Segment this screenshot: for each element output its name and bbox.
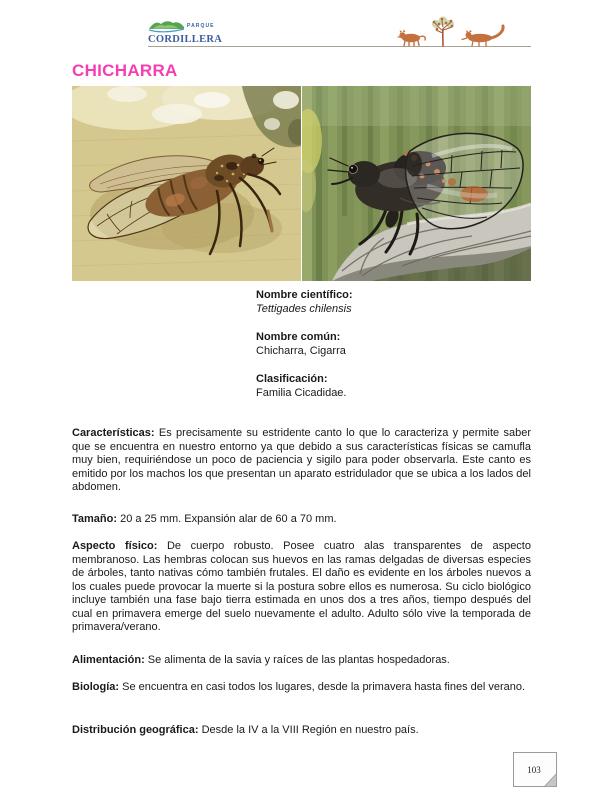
header-decorations — [392, 15, 522, 47]
tree-icon — [432, 17, 454, 47]
classification-group — [256, 372, 353, 400]
common-name-label: Nombre común: — [256, 331, 341, 343]
section-alimentacion — [72, 654, 531, 668]
section-label: Biología: — [72, 681, 120, 693]
classification-value: Familia Cicadidae. — [256, 387, 347, 399]
section-label: Tamaño: — [72, 513, 118, 525]
section-label: Alimentación: — [72, 654, 145, 666]
page-title: CHICHARRA — [72, 61, 178, 80]
scientific-name-label: Nombre científico: — [256, 289, 353, 301]
section-biologia — [72, 681, 531, 695]
section-label: Características: — [72, 427, 155, 439]
scientific-name-group — [256, 288, 353, 316]
resting-fox-icon — [462, 26, 503, 46]
logo-parque-text: PARQUE — [187, 23, 215, 29]
section-text: Es precisamente su estridente canto lo que lo caracteriza y permite saber que se encuentra en nuestro entorno ya que debido a sus características físicas se camufla muy bien, requiriéndose un poco de paciencia y sigilo para poder observarla. Este canto es emitido por los machos los que presentan un aparato estridulador que se ubica a los lados del abdomen. — [72, 427, 532, 493]
page-number: 103 — [527, 765, 541, 775]
section-aspecto-fisico — [72, 540, 531, 635]
section-tamano — [72, 513, 531, 527]
cicada-on-fabric-photo — [72, 86, 301, 281]
section-text: De cuerpo robusto. Posee cuatro alas transparentes de aspecto membranoso. Las hembras colocan sus huevos en las ramas delgadas de diversas especies de árboles, tanto nativas cómo también frutales. El daño es evidente en los árboles nuevos a los cuales puede provocar la muerte si la postura sobre ellos es numerosa. Su ciclo biológico incluye también una fase bajo tierra estimada en unos dos a tres años, tiempo después del cual en primavera emerge del suelo nuevamente el adulto. Adulto sólo vive la temporada de primavera/verano. — [72, 540, 531, 633]
section-text: 20 a 25 mm. Expansión alar de 60 a 70 mm. — [120, 513, 337, 525]
cicada-on-branch-photo — [302, 86, 531, 281]
section-label: Aspecto físico: — [72, 540, 158, 552]
taxonomy-block — [256, 288, 353, 414]
section-text: Se alimenta de la savia y raíces de las plantas hospedadoras. — [147, 654, 450, 666]
page-number-note — [513, 752, 557, 787]
scientific-name-value: Tettigades chilensis — [256, 303, 352, 315]
section-caracteristicas — [72, 427, 531, 495]
logo-cordillera-text: CORDILLERA — [148, 34, 223, 45]
section-distribucion-geografica — [72, 724, 531, 738]
classification-label: Clasificación: — [256, 373, 328, 385]
section-text: Se encuentra en casi todos los lugares, desde la primavera hasta fines del verano. — [122, 681, 526, 693]
section-label: Distribución geográfica: — [72, 724, 199, 736]
common-name-value: Chicharra, Cigarra — [256, 345, 346, 357]
photo-row — [72, 86, 531, 281]
section-text: Desde la IV a la VIII Región en nuestro país. — [201, 724, 419, 736]
fox-icon — [397, 30, 426, 47]
parque-cordillera-logo — [147, 17, 227, 48]
mountain-icon — [149, 21, 184, 32]
common-name-group — [256, 330, 353, 358]
